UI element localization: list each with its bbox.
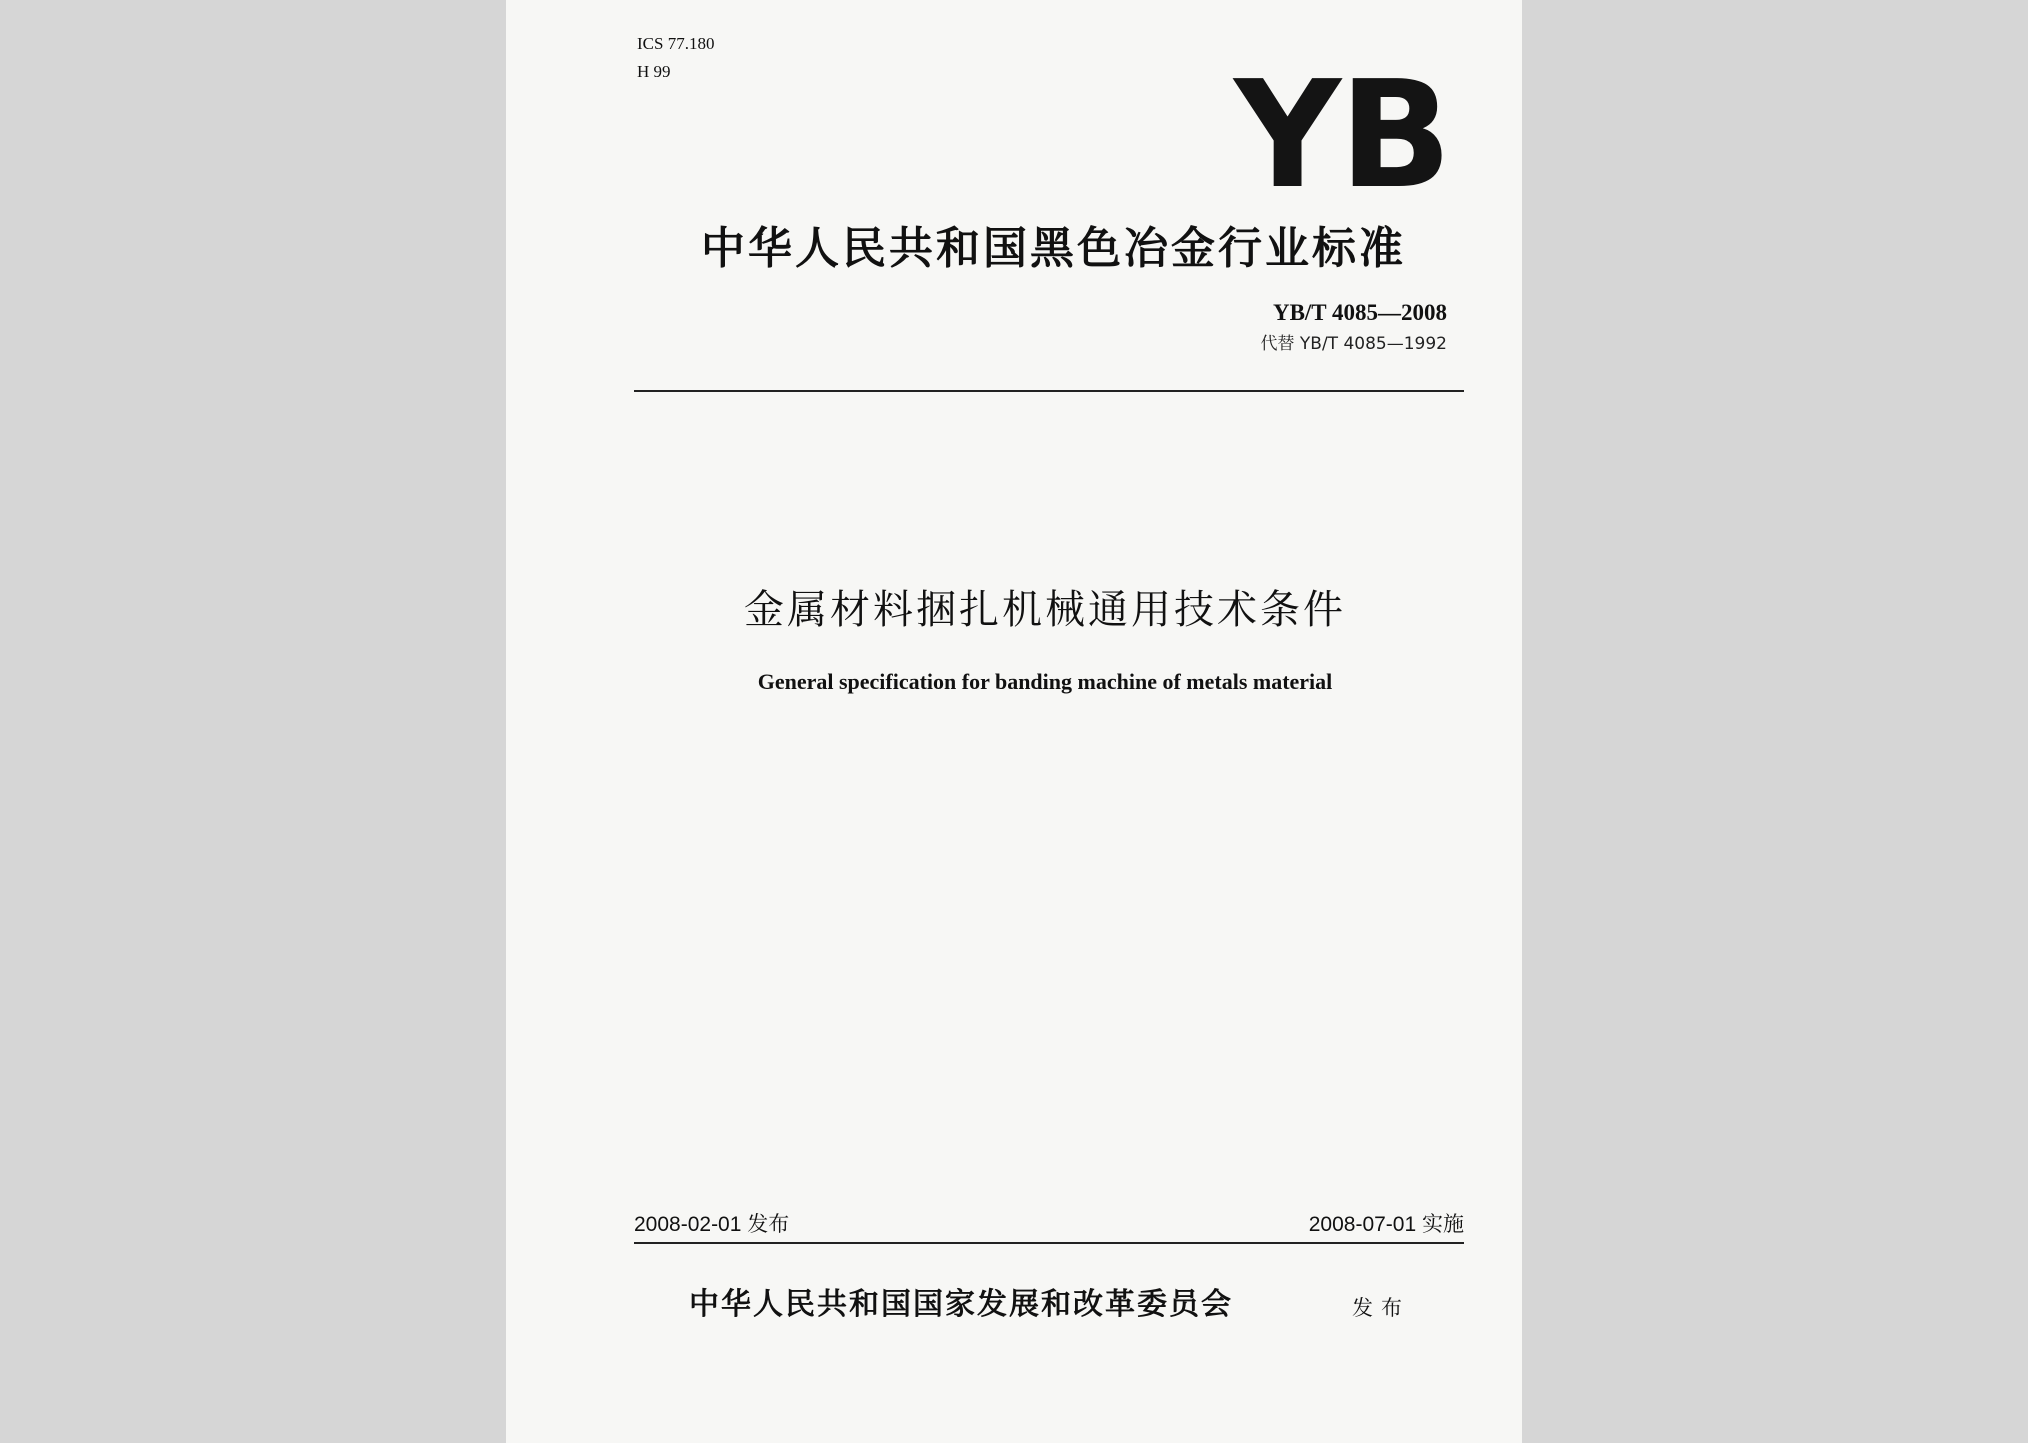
top-divider: [634, 390, 1464, 392]
yb-logo: YB: [1234, 49, 1450, 221]
publisher-name: 中华人民共和国国家发展和改革委员会: [689, 1287, 1233, 1322]
document-page: [506, 0, 1522, 1443]
document-title-chinese: 金属材料捆扎机械通用技术条件: [744, 587, 1346, 633]
document-title-english: General specification for banding machine of metals material: [757, 669, 1333, 694]
publish-label: 发布: [1352, 1296, 1410, 1320]
ics-code: ICS 77.180: [637, 34, 715, 53]
classification-code: H 99: [637, 62, 671, 81]
bottom-divider: [634, 1242, 1464, 1244]
issuer-title: 中华人民共和国黑色冶金行业标准: [701, 223, 1406, 274]
effective-date: 2008-07-01 实施: [1308, 1213, 1464, 1236]
publish-date: 2008-02-01 发布: [634, 1213, 790, 1236]
replaces-standard: 代替 YB/T 4085—1992: [1260, 334, 1447, 354]
standard-number: YB/T 4085—2008: [1272, 300, 1447, 325]
